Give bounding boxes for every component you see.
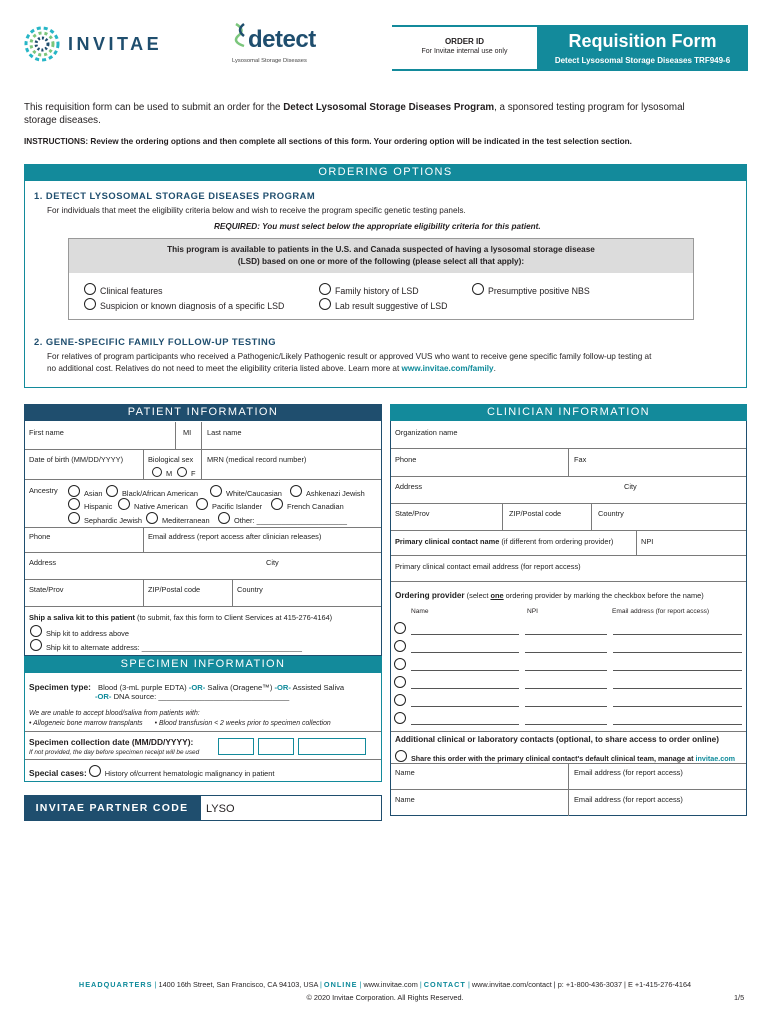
share-order-option[interactable]: Share this order with the primary clinical contact's default clinical team, manage at invitae.com — [395, 750, 735, 763]
detect-wordmark: detect — [248, 26, 316, 53]
date-mm-input[interactable] — [218, 738, 254, 755]
sex-f-option[interactable]: F — [177, 467, 196, 478]
primary-contact-field[interactable]: Primary clinical contact name (if different from ordering provider) — [395, 537, 614, 546]
specimen-header: SPECIMEN INFORMATION — [24, 656, 382, 673]
provider-row[interactable] — [394, 658, 744, 672]
org-name-field[interactable]: Organization name — [395, 428, 458, 437]
patient-header: PATIENT INFORMATION — [24, 404, 382, 421]
ancestry-white[interactable]: White/Caucasian — [210, 485, 282, 498]
primary-npi-field[interactable]: NPI — [641, 537, 654, 546]
ancestry-black[interactable]: Black/African American — [106, 485, 198, 498]
radio-circle[interactable] — [319, 298, 331, 310]
criteria-suspicion-lsd[interactable]: Suspicion or known diagnosis of a specific LSD — [84, 298, 284, 311]
eligibility-header: This program is available to patients in the U.S. and Canada suspected of having a lysosomal storage disease (LSD) based on one or more of the following (please select all that apply): — [69, 239, 693, 273]
ancestry-other[interactable]: Other: ______________________ — [218, 512, 347, 525]
option2-title: 2. GENE-SPECIFIC FAMILY FOLLOW-UP TESTING — [34, 336, 277, 347]
intro-paragraph: This requisition form can be used to submit an order for the Detect Lysosomal Storage Diseases Program, a sponsored testing program for lysosomal storage diseases. — [24, 102, 685, 126]
clinician-fax-field[interactable]: Fax — [574, 455, 587, 464]
ancestry-mediterranean[interactable]: Mediterranean — [146, 512, 210, 525]
last-name-field[interactable]: Last name — [207, 428, 242, 437]
clinician-zip-field[interactable]: ZIP/Postal code — [509, 509, 562, 518]
form-title: Requisition Form — [568, 31, 717, 51]
footer-online-link[interactable]: www.invitae.com — [363, 980, 418, 989]
patient-row-address — [25, 553, 381, 580]
form-title-box — [537, 25, 748, 71]
ancestry-asian[interactable]: Asian — [68, 485, 103, 498]
ancestry-native[interactable]: Native American — [118, 498, 188, 511]
collection-date-label: Specimen collection date (MM/DD/YYYY): — [29, 737, 194, 747]
mi-field[interactable]: MI — [183, 428, 192, 437]
clinician-city-field[interactable]: City — [624, 482, 637, 491]
clinician-row-address — [391, 477, 746, 504]
invitae-wordmark: INVITAE — [68, 34, 163, 54]
ancestry-hispanic[interactable]: Hispanic — [68, 498, 112, 511]
radio-circle[interactable] — [472, 283, 484, 295]
option2-desc: For relatives of program participants who received a Pathogenic/Likely Pathogenic result or approved VUS who want to receive gene specific family follow-up testing at no additional cost. Relatives do not need to meet the eligibility criteria listed above. Learn more at www.invitae.com/family. — [47, 352, 652, 373]
option1-required: REQUIRED: You must select below the appropriate eligibility criteria for this patient. — [214, 222, 541, 231]
specimen-dna-row[interactable]: -OR- DNA source: _______________________________ — [95, 692, 290, 701]
specimen-note: We are unable to accept blood/saliva from patients with: • Allogeneic bone marrow transplants • Blood transfusion < 2 weeks prior to specimen collection — [29, 710, 331, 727]
col-email: Email address (for report access) — [612, 608, 710, 615]
criteria-presumptive-nbs[interactable]: Presumptive positive NBS — [472, 283, 590, 296]
addl-email-2[interactable]: Email address (for report access) — [574, 795, 683, 804]
date-dd-input[interactable] — [258, 738, 294, 755]
col-npi: NPI — [527, 608, 538, 615]
patient-address-field[interactable]: Address — [29, 558, 57, 567]
patient-state-field[interactable]: State/Prov — [29, 585, 64, 594]
provider-row[interactable] — [394, 694, 744, 708]
order-id-label: ORDER ID — [444, 37, 485, 46]
ordering-options-header: ORDERING OPTIONS — [24, 164, 747, 181]
clinician-country-field[interactable]: Country — [598, 509, 624, 518]
ancestry-pacific[interactable]: Pacific Islander — [196, 498, 262, 511]
patient-zip-field[interactable]: ZIP/Postal code — [148, 585, 201, 594]
invitae-logo-mark-icon — [22, 24, 62, 64]
criteria-clinical-features[interactable]: Clinical features — [84, 283, 163, 296]
ancestry-french-canadian[interactable]: French Canadian — [271, 498, 344, 511]
ship-kit-alternate[interactable]: Ship kit to alternate address: _______________________________________ — [30, 639, 302, 652]
option1-desc: For individuals that meet the eligibility criteria below and wish to receive the program specific genetic testing panels. — [47, 206, 466, 215]
dna-icon — [234, 22, 248, 48]
footer-copyright: © 2020 Invitae Corporation. All Rights Reserved. — [306, 993, 464, 1002]
partner-code-input[interactable]: LYSO — [200, 795, 382, 821]
criteria-lab-result[interactable]: Lab result suggestive of LSD — [319, 298, 447, 311]
specimen-type-row: Specimen type: Blood (3-mL purple EDTA) -OR- Saliva (Oragene™) -OR- Assisted Saliva — [29, 682, 345, 692]
addl-email-1[interactable]: Email address (for report access) — [574, 768, 683, 777]
patient-email-field[interactable]: Email address (report access after clinician releases) — [148, 532, 322, 541]
additional-contacts-label: Additional clinical or laboratory contacts (optional, to share access to order online) — [395, 735, 719, 744]
provider-row[interactable] — [394, 622, 744, 636]
radio-circle[interactable] — [319, 283, 331, 295]
order-id-sub: For Invitae internal use only — [421, 48, 508, 55]
order-id-box — [392, 25, 537, 71]
patient-row-state — [25, 580, 381, 607]
provider-row[interactable] — [394, 676, 744, 690]
page-number: 1/5 — [734, 993, 745, 1002]
patient-country-field[interactable]: Country — [237, 585, 263, 594]
patient-phone-field[interactable]: Phone — [29, 532, 51, 541]
provider-row[interactable] — [394, 640, 744, 654]
invitae-logo — [22, 24, 182, 64]
clinician-state-field[interactable]: State/Prov — [395, 509, 430, 518]
partner-code-label: INVITAE PARTNER CODE — [24, 795, 200, 821]
patient-city-field[interactable]: City — [266, 558, 279, 567]
patient-row-name — [25, 422, 381, 450]
radio-circle[interactable] — [84, 298, 96, 310]
mrn-field[interactable]: MRN (medical record number) — [207, 455, 307, 464]
bio-sex-label: Biological sex — [148, 455, 194, 464]
footer-contact-line: HEADQUARTERS | 1400 16th Street, San Francisco, CA 94103, USA | ONLINE | www.invitae.com | CONTACT | www.invitae.com/contact | p: +1-800-436-3037 | E +1-415-276-4164 — [78, 980, 692, 989]
clinician-phone-field[interactable]: Phone — [395, 455, 417, 464]
clinician-row-state — [391, 504, 746, 531]
first-name-field[interactable]: First name — [29, 428, 64, 437]
collection-date-note: If not provided, the day before specimen receipt will be used — [29, 749, 200, 756]
provider-row[interactable] — [394, 712, 744, 726]
ancestry-ashkenazi[interactable]: Ashkenazi Jewish — [290, 485, 365, 498]
radio-circle[interactable] — [84, 283, 96, 295]
form-subtitle: Detect Lysosomal Storage Diseases TRF949-6 — [554, 56, 731, 65]
share-link[interactable]: invitae.com — [695, 754, 736, 763]
clinician-header: CLINICIAN INFORMATION — [390, 404, 747, 421]
ordering-provider-label: Ordering provider (select one ordering provider by marking the checkbox before the name) — [395, 591, 704, 600]
instructions: INSTRUCTIONS: Review the ordering options and then complete all sections of this form. Your ordering option will be indicated in the test selection section. — [24, 137, 632, 146]
option1-title: 1. DETECT LYSOSOMAL STORAGE DISEASES PROGRAM — [34, 190, 316, 201]
family-link[interactable]: www.invitae.com/family — [401, 364, 494, 373]
addl-name-2[interactable]: Name — [395, 795, 415, 804]
col-name: Name — [411, 608, 429, 615]
sex-m-option[interactable]: M — [152, 467, 172, 478]
special-cases-row[interactable]: Special cases: History of/current hematologic malignancy in patient — [29, 765, 274, 778]
detect-subtitle: Lysosomal Storage Diseases — [232, 58, 307, 64]
date-yyyy-input[interactable] — [298, 738, 366, 755]
ancestry-label: Ancestry — [29, 486, 58, 495]
criteria-family-history[interactable]: Family history of LSD — [319, 283, 419, 296]
addl-name-1[interactable]: Name — [395, 768, 415, 777]
ship-kit-above[interactable]: Ship kit to address above — [30, 625, 129, 638]
ancestry-sephardic[interactable]: Sephardic Jewish — [68, 512, 142, 525]
primary-email-field[interactable]: Primary clinical contact email address (for report access) — [395, 562, 581, 571]
clinician-address-field[interactable]: Address — [395, 482, 423, 491]
detect-logo — [228, 20, 328, 70]
ship-kit-label: Ship a saliva kit to this patient (to submit, fax this form to Client Services at 415-276-4164) — [29, 613, 333, 622]
dob-field[interactable]: Date of birth (MM/DD/YYYY) — [29, 455, 124, 464]
